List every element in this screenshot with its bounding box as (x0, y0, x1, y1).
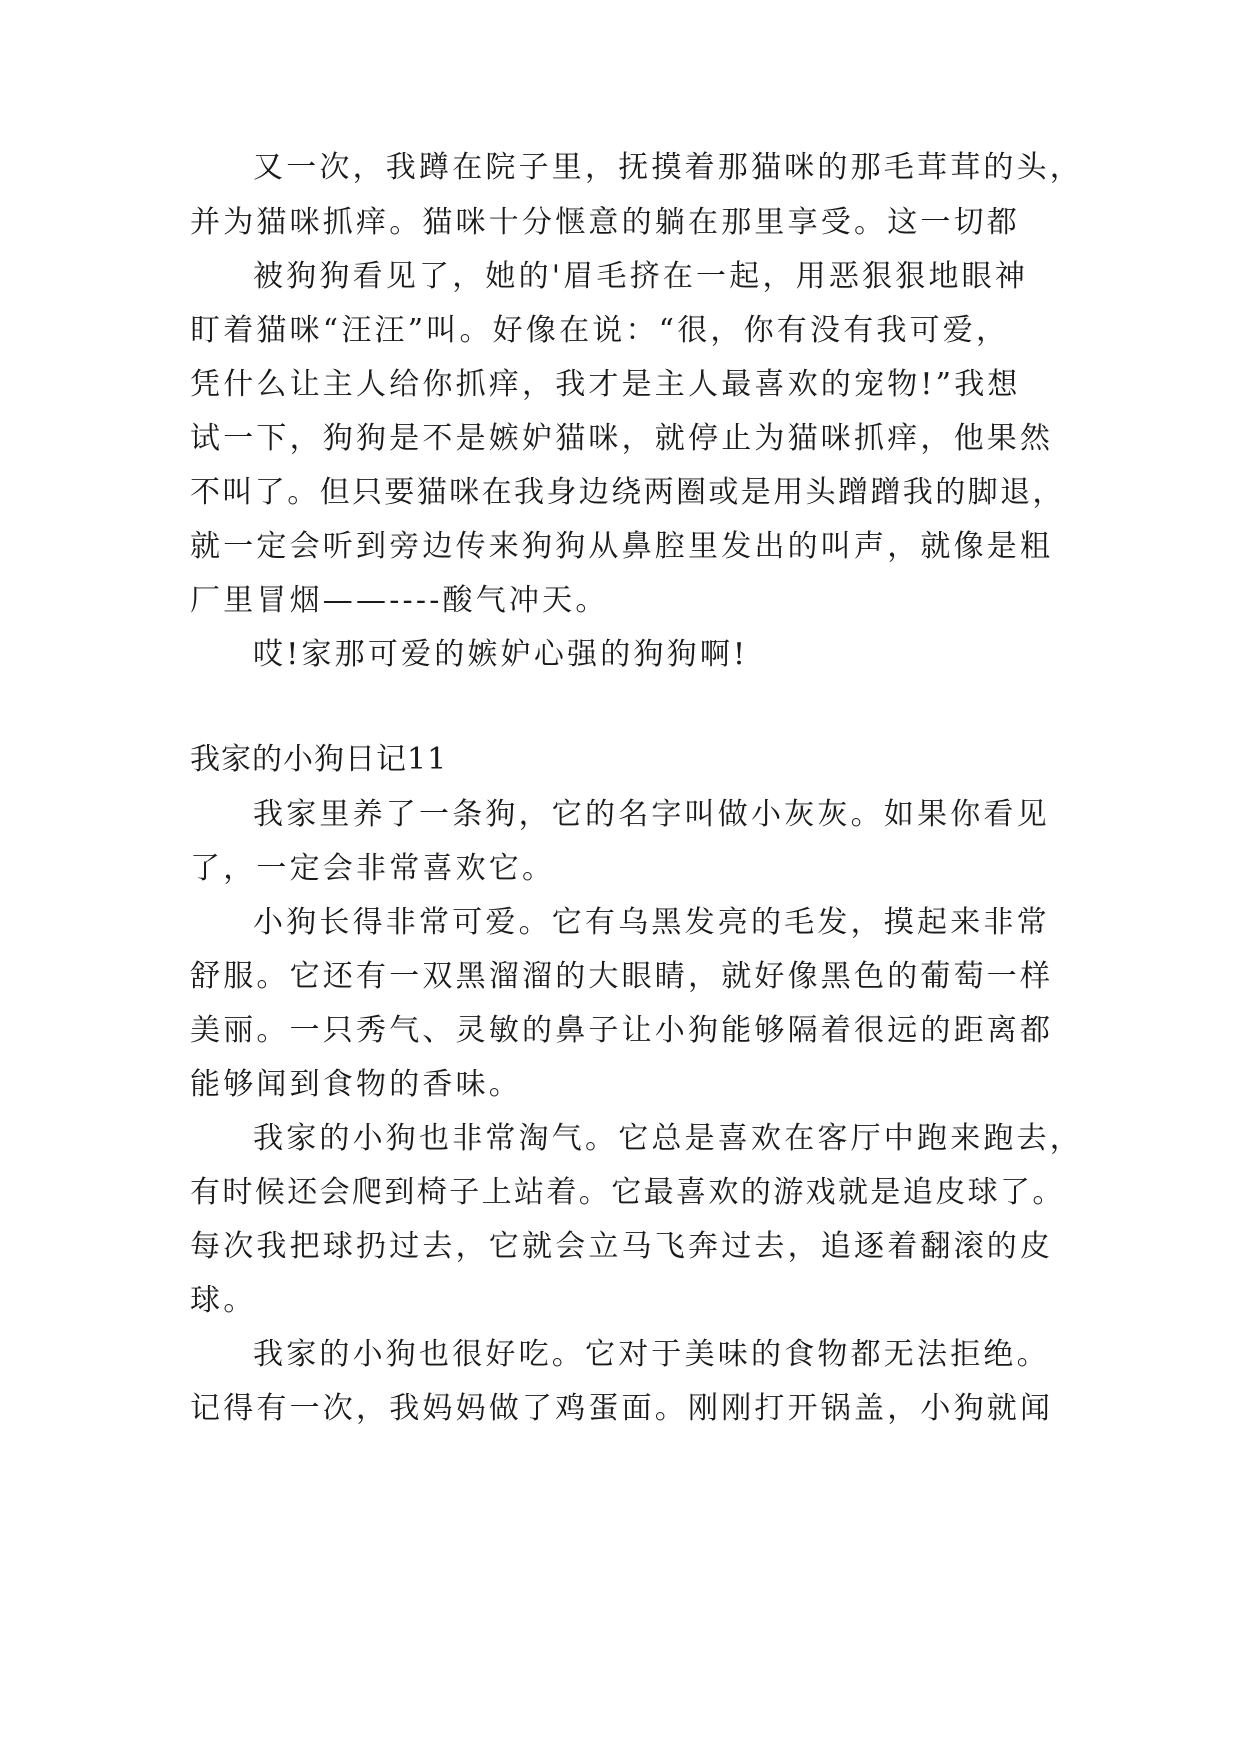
paragraph-line: 并为猫咪抓痒。猫咪十分惬意的躺在那里享受。这一切都 (190, 205, 1020, 240)
paragraph-line: 球。 (190, 1283, 257, 1318)
paragraph-line: 我家的小狗也很好吃。它对于美味的食物都无法拒绝。 (253, 1337, 1050, 1372)
paragraph-line: 厂里冒烟——----酸气冲天。 (190, 583, 609, 618)
paragraph-line: 了，一定会非常喜欢它。 (190, 851, 556, 886)
paragraph-line: 凭什么让主人给你抓痒，我才是主人最喜欢的宠物!”我想 (190, 367, 1021, 402)
paragraph-line: 被狗狗看见了，她的'眉毛挤在一起，用恶狠狠地眼神 (253, 259, 1029, 294)
paragraph-line: 哎!家那可爱的嫉妒心强的狗狗啊! (253, 637, 749, 672)
paragraph-line: 每次我把球扔过去，它就会立马飞奔过去，追逐着翻滚的皮 (190, 1229, 1054, 1264)
paragraph-line: 我家里养了一条狗，它的名字叫做小灰灰。如果你看见 (253, 797, 1050, 832)
paragraph-line: 记得有一次，我妈妈做了鸡蛋面。刚刚打开锅盖，小狗就闻 (190, 1391, 1054, 1426)
paragraph-line: 有时候还会爬到椅子上站着。它最喜欢的游戏就是追皮球了。 (190, 1175, 1065, 1210)
paragraph-line: 我家的小狗也非常淘气。它总是喜欢在客厅中跑来跑去， (253, 1121, 1083, 1156)
paragraph-line: 小狗长得非常可爱。它有乌黑发亮的毛发，摸起来非常 (253, 905, 1050, 940)
paragraph-line: 美丽。一只秀气、灵敏的鼻子让小狗能够隔着很远的距离都 (190, 1013, 1054, 1048)
paragraph-line: 又一次，我蹲在院子里，抚摸着那猫咪的那毛茸茸的头， (253, 150, 1083, 185)
section-title: 我家的小狗日记11 (190, 742, 448, 777)
paragraph-line: 盯着猫咪“汪汪”叫。好像在说：“很，你有没有我可爱， (190, 313, 1010, 348)
paragraph-line: 不叫了。但只要猫咪在我身边绕两圈或是用头蹭蹭我的脚退， (190, 475, 1065, 510)
paragraph-line: 能够闻到食物的香味。 (190, 1067, 522, 1102)
paragraph-line: 试一下，狗狗是不是嫉妒猫咪，就停止为猫咪抓痒，他果然 (190, 421, 1054, 456)
paragraph-line: 舒服。它还有一双黑溜溜的大眼睛，就好像黑色的葡萄一样 (190, 959, 1054, 994)
paragraph-line: 就一定会听到旁边传来狗狗从鼻腔里发出的叫声，就像是粗 (190, 529, 1054, 564)
